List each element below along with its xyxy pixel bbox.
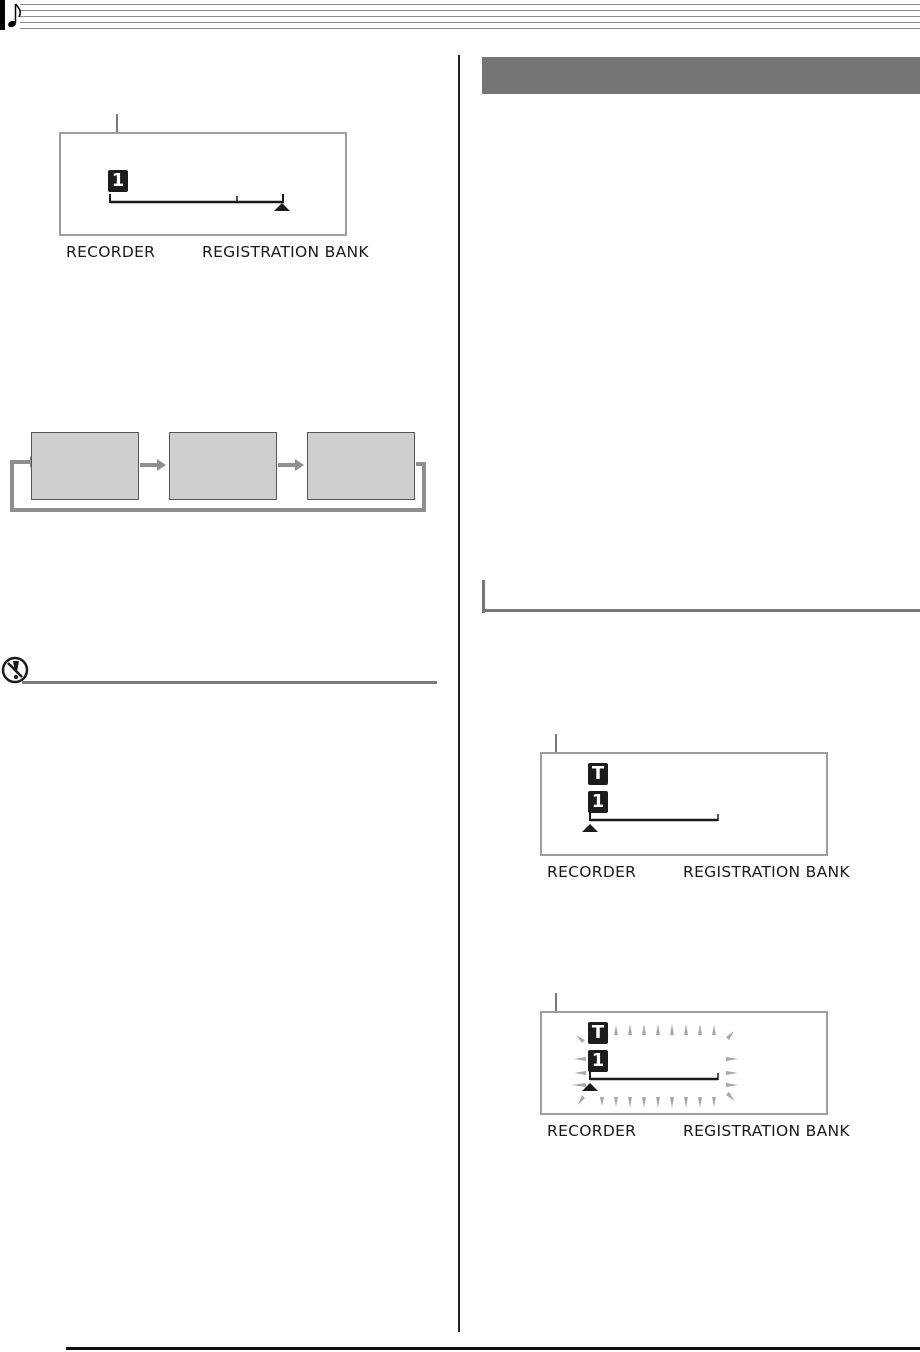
lcd-display <box>540 752 828 856</box>
eighth-note-icon <box>7 1 23 29</box>
staff-line <box>20 10 920 11</box>
flow-step-box <box>31 432 139 500</box>
subsection-rule <box>482 609 920 612</box>
lcd-caption-registration-bank: REGISTRATION BANK <box>202 243 369 261</box>
flash-rays <box>542 1013 826 1113</box>
lcd-caption-recorder: RECORDER <box>66 243 156 261</box>
track-indicator: T <box>588 763 608 785</box>
flow-step-box <box>169 432 277 500</box>
staff-bar <box>0 0 5 30</box>
staff-line <box>20 16 920 17</box>
lcd-caption-recorder: RECORDER <box>547 1122 637 1140</box>
bank-number-indicator: 1 <box>108 170 128 192</box>
registration-bank-pointer <box>274 203 290 211</box>
lcd-display <box>59 132 347 236</box>
lcd-caption-registration-bank: REGISTRATION BANK <box>683 863 850 881</box>
lcd-level-bar <box>542 754 826 854</box>
bank-number-indicator: 1 <box>588 1050 608 1072</box>
track-indicator: T <box>588 1022 608 1044</box>
caution-rule <box>22 681 437 684</box>
staff-line <box>20 4 920 5</box>
bank-number-indicator: 1 <box>588 791 608 813</box>
staff-line <box>20 28 920 29</box>
footer-rule <box>66 1347 920 1350</box>
staff-line <box>20 22 920 23</box>
lcd-level-bar <box>61 134 345 234</box>
lcd-caption-registration-bank: REGISTRATION BANK <box>683 1122 850 1140</box>
lcd-caption-recorder: RECORDER <box>547 863 637 881</box>
registration-bank-pointer <box>582 824 598 832</box>
column-divider <box>458 55 460 1332</box>
lcd-display-flashing <box>540 1011 828 1115</box>
flow-step-box <box>307 432 415 500</box>
section-header-bar <box>482 57 920 94</box>
